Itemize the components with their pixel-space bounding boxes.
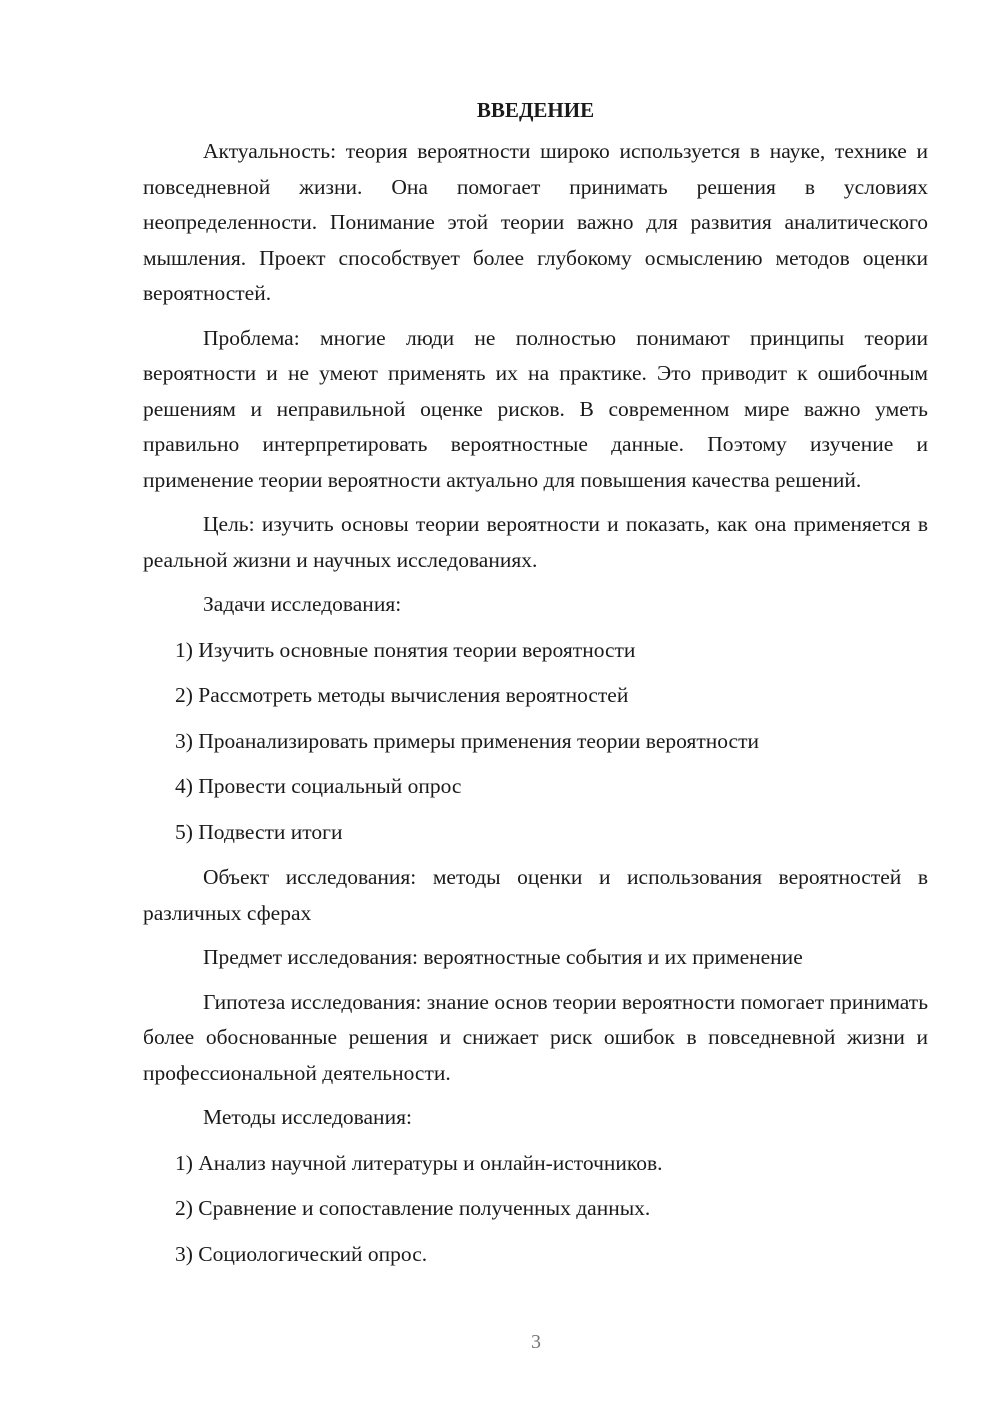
tasks-list <box>143 633 928 851</box>
methods-heading: Методы исследования: <box>203 1105 412 1129</box>
method-item: 3) Социологический опрос. <box>175 1241 428 1266</box>
page-number: 3 <box>531 1331 541 1353</box>
task-item: 4) Провести социальный опрос <box>175 774 462 798</box>
object-paragraph: Объект исследования: методы оценки и использования вероятностей в различных сферах <box>143 865 928 925</box>
problem-paragraph: Проблема: многие люди не полностью понимают принципы теории вероятности и не умеют применять их на практике. Это приводит к ошибочным решениям и неправильной оценке рисков. В современном мире важно уметь правильно интерпретировать вероятностные данные. Поэтому изучение и применение теории вероятности актуально для повышения качества решений. <box>143 325 928 492</box>
methods-list <box>143 1146 928 1273</box>
task-item: 2) Рассмотреть методы вычисления вероятностей <box>175 683 629 707</box>
tasks-heading: Задачи исследования: <box>203 592 402 616</box>
section-title: ВВЕДЕНИЕ <box>476 98 595 122</box>
method-item: 1) Анализ научной литературы и онлайн-источников. <box>175 1150 663 1175</box>
relevance-paragraph: Актуальность: теория вероятности широко используется в науке, технике и повседневной жизни. Она помогает принимать решения в условиях неопределенности. Понимание этой теории важно для развития аналитического мышления. Проект способствует более глубокому осмыслению методов оценки вероятностей. <box>143 139 928 305</box>
task-item: 3) Проанализировать примеры применения теории вероятности <box>175 728 759 753</box>
hypothesis-paragraph: Гипотеза исследования: знание основ теории вероятности помогает принимать более обоснованные решения и снижает риск ошибок в повседневной жизни и профессиональной деятельности. <box>143 989 928 1085</box>
method-item: 2) Сравнение и сопоставление полученных данных. <box>175 1196 651 1220</box>
task-item: 5) Подвести итоги <box>175 819 343 844</box>
goal-paragraph: Цель: изучить основы теории вероятности и показать, как она применяется в реальной жизни и научных исследованиях. <box>143 512 928 572</box>
task-item: 1) Изучить основные понятия теории вероятности <box>175 637 636 662</box>
document-page <box>143 93 928 1282</box>
subject-paragraph: Предмет исследования: вероятностные события и их применение <box>203 945 803 969</box>
